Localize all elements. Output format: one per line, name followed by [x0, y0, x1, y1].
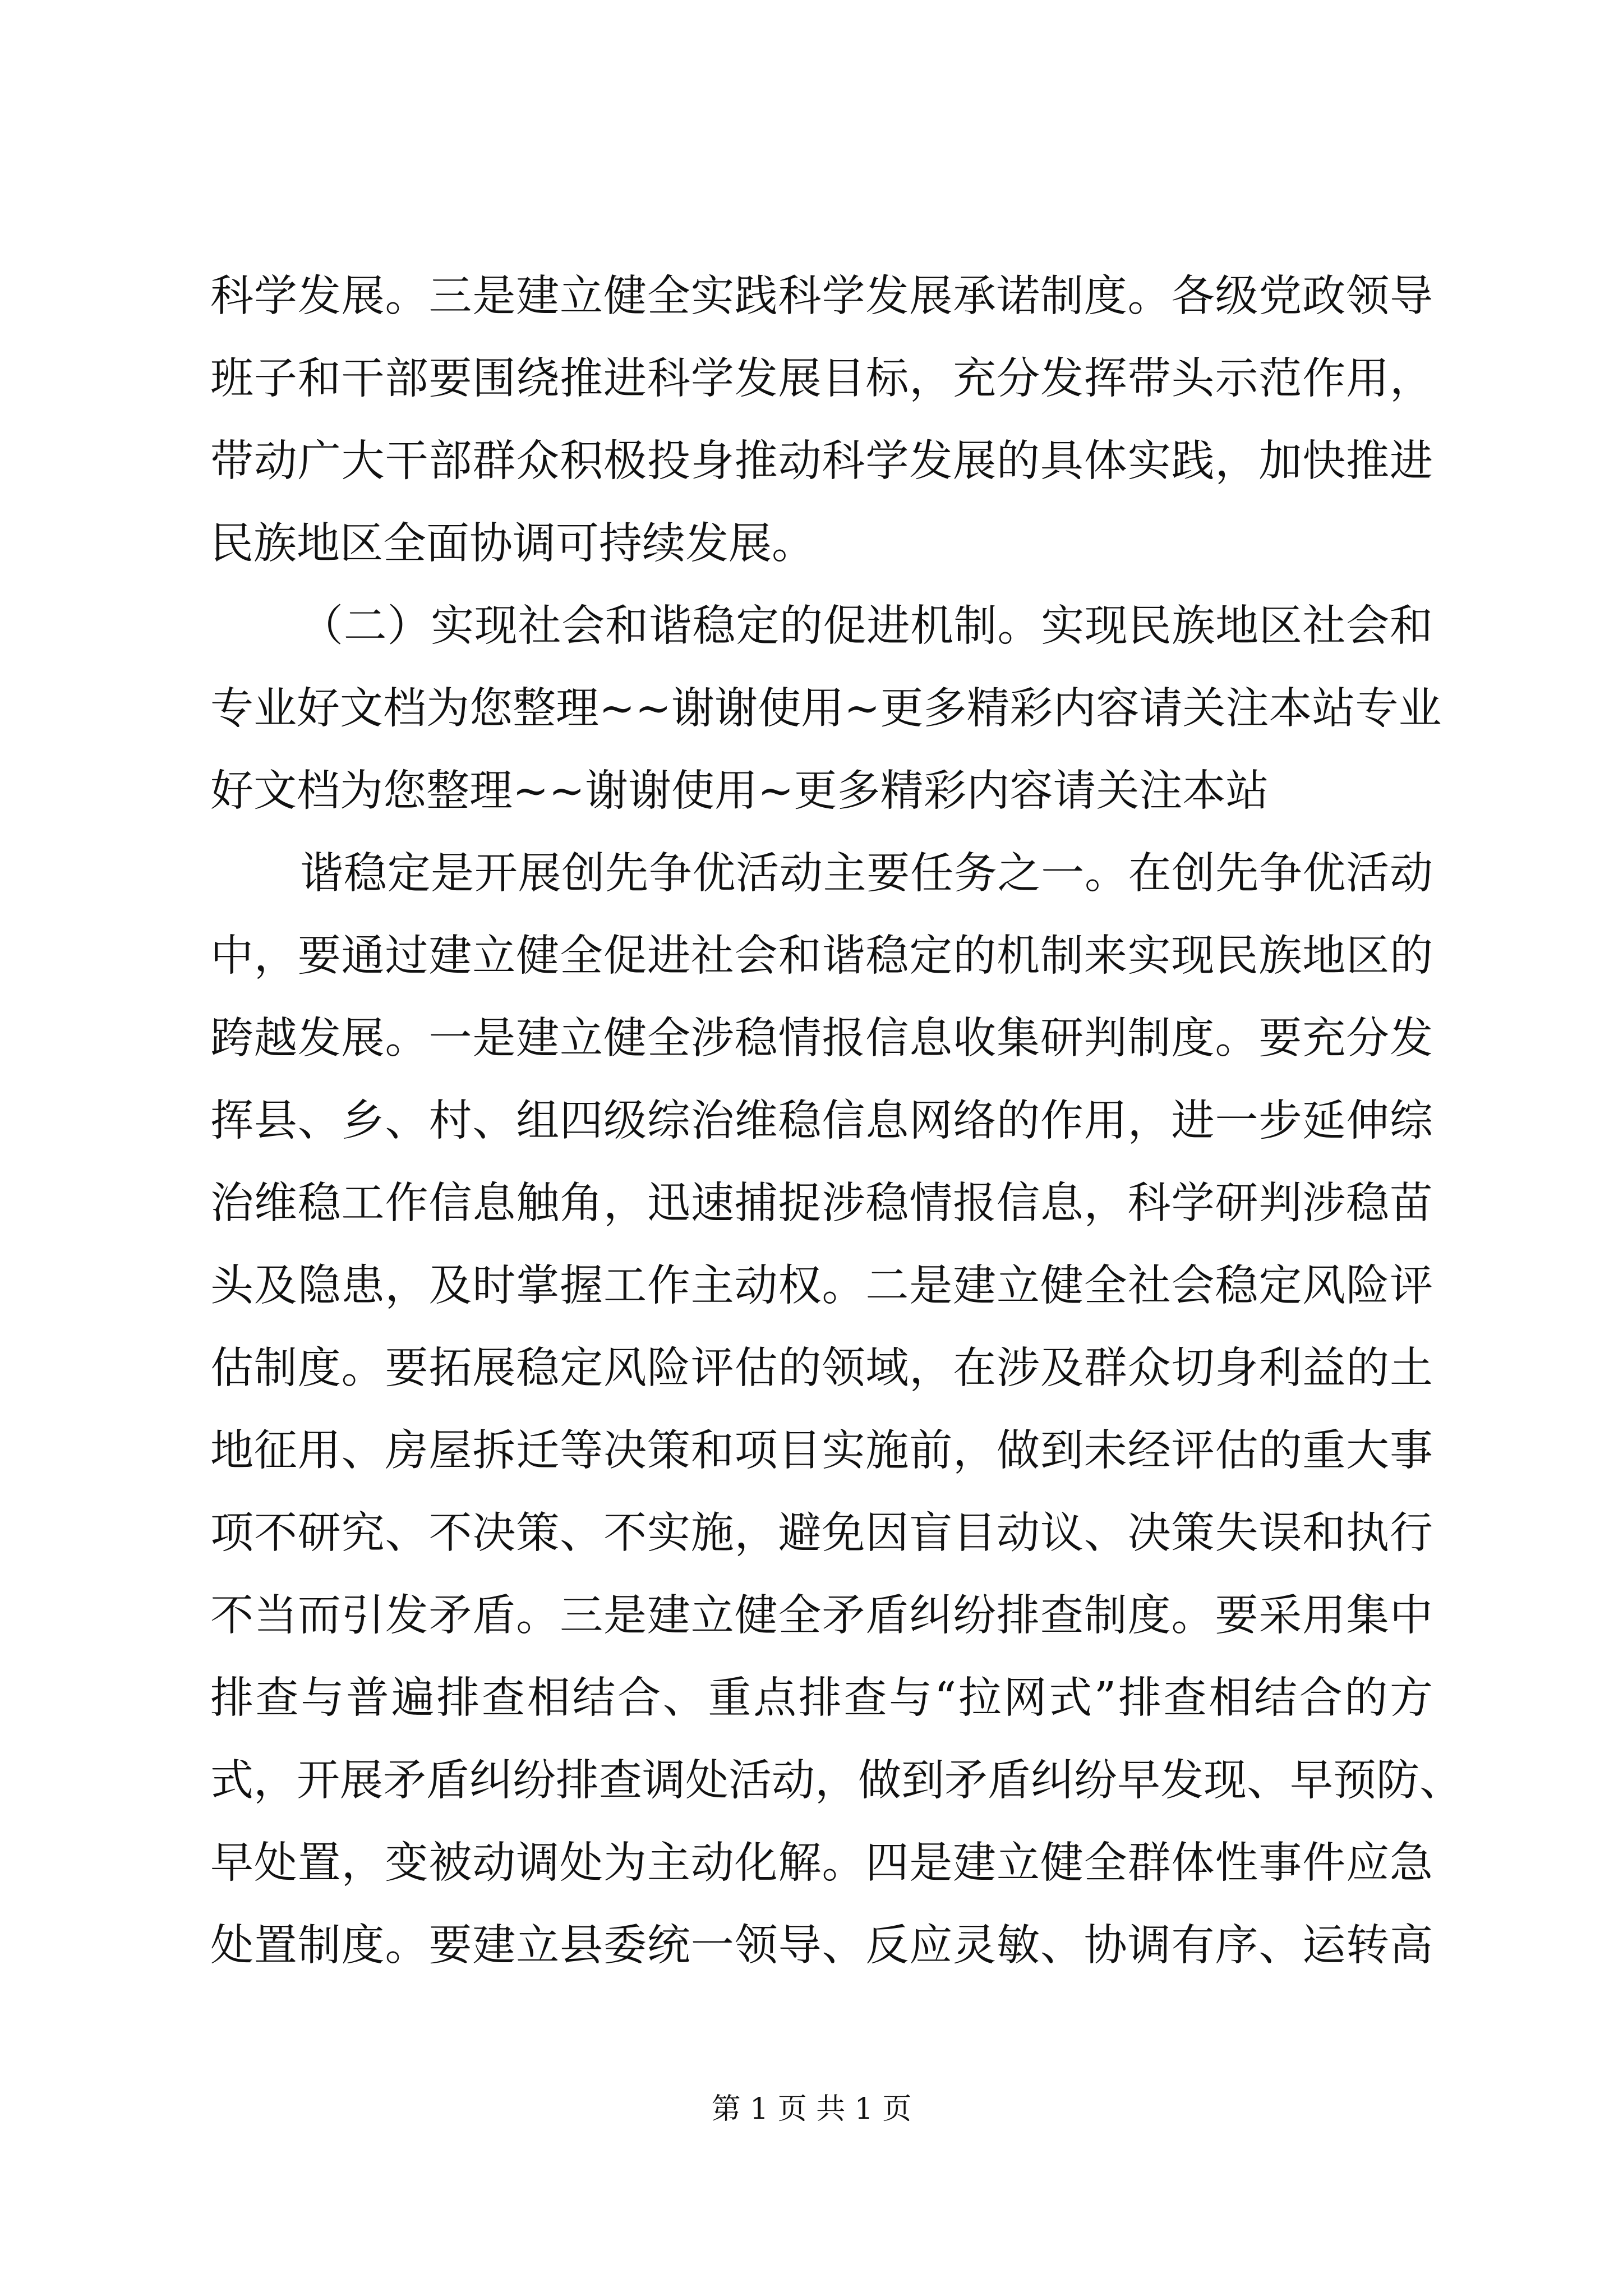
text-line: 项不研究、不决策、不实施，避免因盲目动议、决策失误和执行	[210, 1508, 1433, 1558]
text-line: 治维稳工作信息触角，迅速捕捉涉稳情报信息，科学研判涉稳苗	[210, 1179, 1433, 1228]
text-line: 不当而引发矛盾。三是建立健全矛盾纠纷排查制度。要采用集中	[210, 1591, 1433, 1641]
text-line: 专业好文档为您整理~~谢谢使用~更多精彩内容请关注本站专业	[210, 684, 1442, 734]
text-line: 头及隐患，及时掌握工作主动权。二是建立健全社会稳定风险评	[210, 1261, 1433, 1311]
text-line: 中，要通过建立健全促进社会和谐稳定的机制来实现民族地区的	[210, 931, 1433, 981]
text-line: 带动广大干部群众积极投身推动科学发展的具体实践，加快推进	[210, 436, 1433, 486]
text-line: （二）实现社会和谐稳定的促进机制。实现民族地区社会和	[300, 601, 1433, 651]
text-line: 好文档为您整理~~谢谢使用~更多精彩内容请关注本站	[210, 766, 1269, 816]
text-line: 处置制度。要建立县委统一领导、反应灵敏、协调有序、运转高	[210, 1921, 1433, 1971]
text-line: 早处置，变被动调处为主动化解。四是建立健全群体性事件应急	[210, 1838, 1433, 1888]
text-line: 排查与普遍排查相结合、重点排查与“拉网式”排查相结合的方	[210, 1673, 1433, 1723]
text-line: 谐稳定是开展创先争优活动主要任务之一。在创先争优活动	[300, 849, 1433, 899]
page-footer	[0, 2090, 1623, 2129]
document-body	[210, 255, 1463, 1987]
text-line: 估制度。要拓展稳定风险评估的领域，在涉及群众切身利益的土	[210, 1343, 1433, 1393]
page-number-label: 第 1 页 共 1 页	[711, 2092, 912, 2126]
text-line: 式，开展矛盾纠纷排查调处活动，做到矛盾纠纷早发现、早预防、	[210, 1756, 1463, 1806]
paragraph-3	[210, 832, 1463, 1987]
text-line: 班子和干部要围绕推进科学发展目标，充分发挥带头示范作用，	[210, 354, 1433, 404]
text-line: 民族地区全面协调可持续发展。	[210, 519, 815, 569]
paragraph-2	[210, 585, 1442, 832]
text-line: 科学发展。三是建立健全实践科学发展承诺制度。各级党政领导	[210, 272, 1433, 321]
text-line: 地征用、房屋拆迁等决策和项目实施前，做到未经评估的重大事	[210, 1426, 1433, 1476]
paragraph-1	[210, 255, 1433, 585]
text-line: 挥县、乡、村、组四级综治维稳信息网络的作用，进一步延伸综	[210, 1096, 1433, 1146]
text-line: 跨越发展。一是建立健全涉稳情报信息收集研判制度。要充分发	[210, 1014, 1433, 1064]
